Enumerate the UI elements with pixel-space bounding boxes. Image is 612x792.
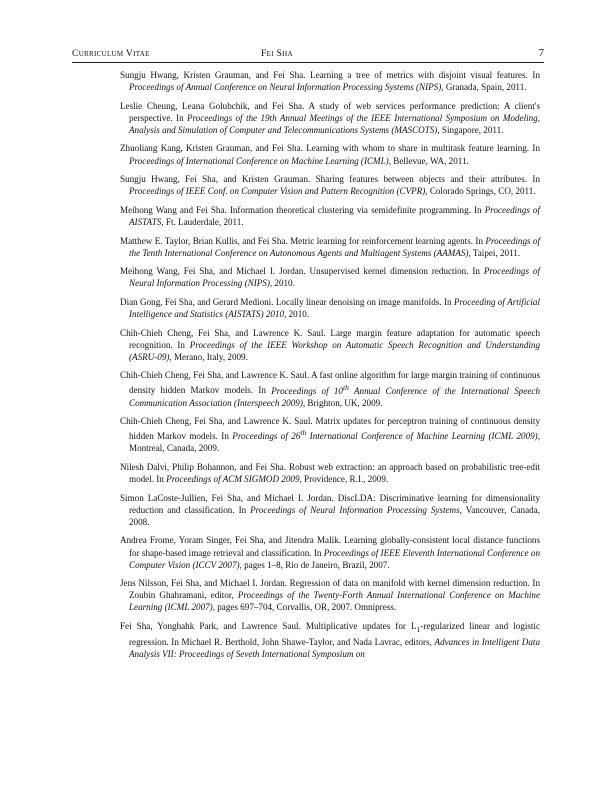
page-number: 7 [538, 48, 544, 59]
publication-entry: Matthew E. Taylor, Brian Kullis, and Fei Sha. Metric learning for reinforcement learning agents. In Proceedings of the Tenth International Conference on Autonomous Agents and Multiagent Systems (AAMAS), Taipei, 2011. [120, 235, 540, 258]
publication-entry: Zhuoliang Kang, Kristen Grauman, and Fei Sha. Learning with whom to share in multitask feature learning. In Proceedings of International Conference on Machine Learning (ICML), Bellevue, WA, 2011. [120, 143, 540, 166]
header-title: Curriculum Vitae [72, 48, 150, 59]
publication-entry: Chih-Chieh Cheng, Fei Sha, and Lawrence K. Saul. Matrix updates for perceptron training of continuous density hidden Markov models. In Proceedings of 26th International Conference of Machine Learning (ICML 2009), Montreal, Canada, 2009. [120, 416, 540, 454]
publication-entry: Andrea Frome, Yoram Singer, Fei Sha, and Jitendra Malik. Learning globally-consistent local distance functions for shape-based image retrieval and classification. In Proceedings of IEEE Eleventh International Conference on Computer Vision (ICCV 2007), pages 1–8, Rio de Janeiro, Brazil, 2007. [120, 535, 540, 570]
publication-entry: Fei Sha, Yonghahk Park, and Lawrence Saul. Multiplicative updates for $L_1$-regularized linear and logistic regression. In Michael R. Berthold, John Shawe-Taylor, and Nada Lavrac, editors, Advances in Intelligent Data Analysis VII: Proceedings of Seveth International Symposium on [120, 621, 540, 660]
publication-entry: Sungju Hwang, Kristen Grauman, and Fei Sha. Learning a tree of metrics with disjoint visual features. In Proceedings of Annual Conference on Neural Information Processing Systems (NIPS), Granada, Spain, 2011. [120, 70, 540, 93]
publication-entry: Nilesh Dalvi, Philip Bohannon, and Fei Sha. Robust web extraction: an approach based on probabilistic tree-edit model. In Proceedings of ACM SIGMOD 2009, Providence, R.I., 2009. [120, 462, 540, 485]
publication-entry: Jens Nilsson, Fei Sha, and Michael I. Jordan. Regression of data on manifold with kernel dimension reduction. In Zoubin Ghahramani, editor, Proceedings of the Twenty-Forth Annual International Conference on Machine Learning (ICML 2007), pages 697–704, Corvallis, OR, 2007. Omnipress. [120, 578, 540, 613]
publication-entry: Simon LaCoste-Jullien, Fei Sha, and Michael I. Jordan. DiscLDA: Discriminative learning for dimensionality reduction and classification. In Proceedings of Neural Information Processing Systems, Vancouver, Canada, 2008. [120, 492, 540, 527]
header-author: Fei Sha [261, 48, 293, 59]
publication-list [120, 69, 540, 667]
publication-entry: Chih-Chieh Cheng, Fei Sha, and Lawrence K. Saul. A fast online algorithm for large margin training of continuous density hidden Markov models. In Proceedings of 10th Annual Conference of the International Speech Communication Association (Interspeech 2009), Brighton, UK, 2009. [120, 370, 541, 408]
publication-entry: Sungju Hwang, Fei Sha, and Kristen Grauman. Sharing features between objects and their attributes. In Proceedings of IEEE Conf. on Computer Vision and Pattern Recognition (CVPR), Colorado Springs, CO, 2011. [120, 174, 540, 197]
publication-entry: Leslie Cheung, Leana Golubchik, and Fei Sha. A study of web services performance prediction: A client's perspective. In Proceedings of the 19th Annual Meetings of the IEEE International Symposium on Modeling, Analysis and Simulation of Computer and Telecommunications Systems (MASCOTS), Singapore, 2011. [120, 100, 540, 135]
running-header [72, 48, 544, 63]
publication-entry: Dian Gong, Fei Sha, and Gerard Medioni. Locally linear denoising on image manifolds. In Proceeding of Artificial Intelligence and Statistics (AISTATS) 2010, 2010. [120, 296, 540, 319]
publication-entry: Meihong Wang, Fei Sha, and Michael I. Jordan. Unsupervised kernel dimension reduction. In Proceedings of Neural Information Processing (NIPS), 2010. [120, 266, 540, 289]
publication-entry: Meihong Wang and Fei Sha. Information theoretical clustering via semidefinite programming. In Proceedings of AISTATS, Ft. Lauderdale, 2011. [120, 204, 540, 227]
publication-entry: Chih-Chieh Cheng, Fei Sha, and Lawrence K. Saul. Large margin feature adaptation for automatic speech recognition. In Proceedings of the IEEE Workshop on Automatic Speech Recognition and Understanding (ASRU-09), Merano, Italy, 2009. [120, 327, 540, 362]
